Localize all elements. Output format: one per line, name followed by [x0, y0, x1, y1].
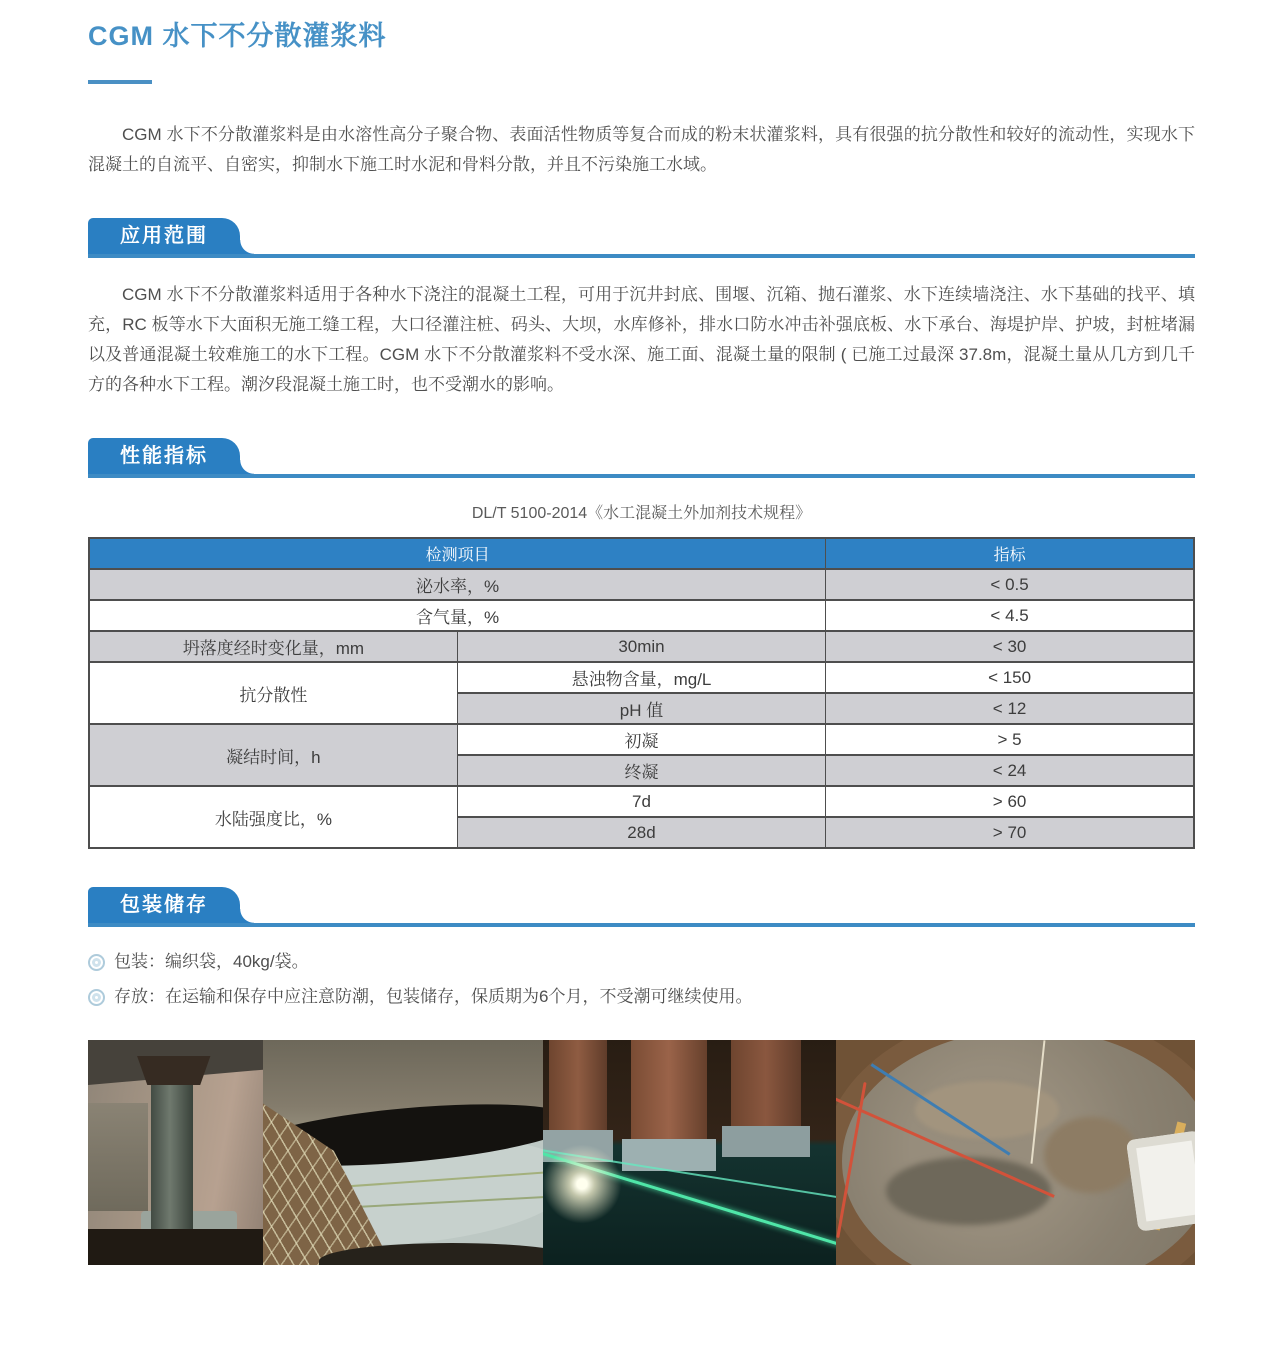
title-underline — [88, 80, 152, 84]
application-section-tab: 应用范围 — [88, 218, 240, 254]
table-cell: 泌水率，% — [89, 569, 826, 600]
table-cell: < 30 — [826, 631, 1194, 662]
packaging-bullet-list — [88, 949, 1195, 1010]
table-cell: pH 值 — [457, 693, 825, 724]
table-cell: 28d — [457, 817, 825, 848]
project-photo-strip — [88, 1040, 1195, 1265]
intro-paragraph: CGM 水下不分散灌浆料是由水溶性高分子聚合物、表面活性物质等复合而成的粉末状灌浆料，具有很强的抗分散性和较好的流动性，实现水下混凝土的自流平、自密实，抑制水下施工时水泥和骨料分散，并且不污染施工水域。 — [88, 125, 1195, 174]
packaging-bullet-item — [88, 949, 1195, 975]
table-cell: < 0.5 — [826, 569, 1194, 600]
table-cell: 凝结时间，h — [89, 724, 457, 786]
table-cell: 抗分散性 — [89, 662, 457, 724]
section-header-packaging — [88, 887, 1195, 927]
table-cell: 30min — [457, 631, 825, 662]
section-header-application — [88, 218, 1195, 258]
underwater-piers-laser-night-photo — [543, 1040, 836, 1265]
table-cell: > 5 — [826, 724, 1194, 755]
table-cell: 含气量，% — [89, 600, 826, 631]
bridge-pier-column-photo — [88, 1040, 263, 1265]
table-cell: < 4.5 — [826, 600, 1194, 631]
ring-bullet-icon — [88, 954, 105, 971]
table-header-cell: 检测项目 — [89, 538, 826, 569]
table-cell: < 12 — [826, 693, 1194, 724]
page-title: CGM 水下不分散灌浆料 — [88, 21, 387, 51]
table-cell: 坍落度经时变化量，mm — [89, 631, 457, 662]
storage-bullet-text: 存放：在运输和保存中应注意防潮，包装储存，保质期为6个月，不受潮可继续使用。 — [114, 987, 753, 1006]
caisson-shaft-grouting-photo — [836, 1040, 1195, 1265]
performance-section-tab: 性能指标 — [88, 438, 240, 474]
table-cell: 初凝 — [457, 724, 825, 755]
ring-bullet-icon — [88, 989, 105, 1006]
table-cell: < 150 — [826, 662, 1194, 693]
storage-bullet-item — [88, 984, 1195, 1010]
packaging-bullet-text: 包装：编织袋，40kg/袋。 — [114, 952, 309, 971]
section-header-performance — [88, 438, 1195, 478]
standard-reference-subtitle: DL/T 5100-2014《水工混凝土外加剂技术规程》 — [471, 505, 812, 522]
table-cell: 7d — [457, 786, 825, 817]
pier-base-repair-closeup-photo — [263, 1040, 543, 1265]
table-cell: 水陆强度比，% — [89, 786, 457, 848]
bottom-margin — [88, 1265, 1195, 1370]
packaging-section-tab: 包装储存 — [88, 887, 240, 923]
performance-indicators-table — [88, 537, 1195, 849]
table-cell: > 70 — [826, 817, 1194, 848]
application-paragraph: CGM 水下不分散灌浆料适用于各种水下浇注的混凝土工程，可用于沉井封底、围堰、沉箱、抛石灌浆、水下连续墙浇注、水下基础的找平、填充，RC 板等水下大面积无施工缝工程，大口径灌注桩、码头、大坝，水库修补，排水口防水冲击补强底板、水下承台、海堤护岸、护坡，封桩堵漏以及普通混凝土较难施工的水下工程。CGM 水下不分散灌浆料不受水深、施工面、混凝土量的限制 ( 已施工过最深 37.8m，混凝土量从几方到几千方的各种水下工程。潮汐段混凝土施工时，也不受潮水的影响。 — [88, 285, 1195, 394]
table-cell: 悬浊物含量，mg/L — [457, 662, 825, 693]
table-cell: > 60 — [826, 786, 1194, 817]
table-header-cell: 指标 — [826, 538, 1194, 569]
table-cell: < 24 — [826, 755, 1194, 786]
table-cell: 终凝 — [457, 755, 825, 786]
